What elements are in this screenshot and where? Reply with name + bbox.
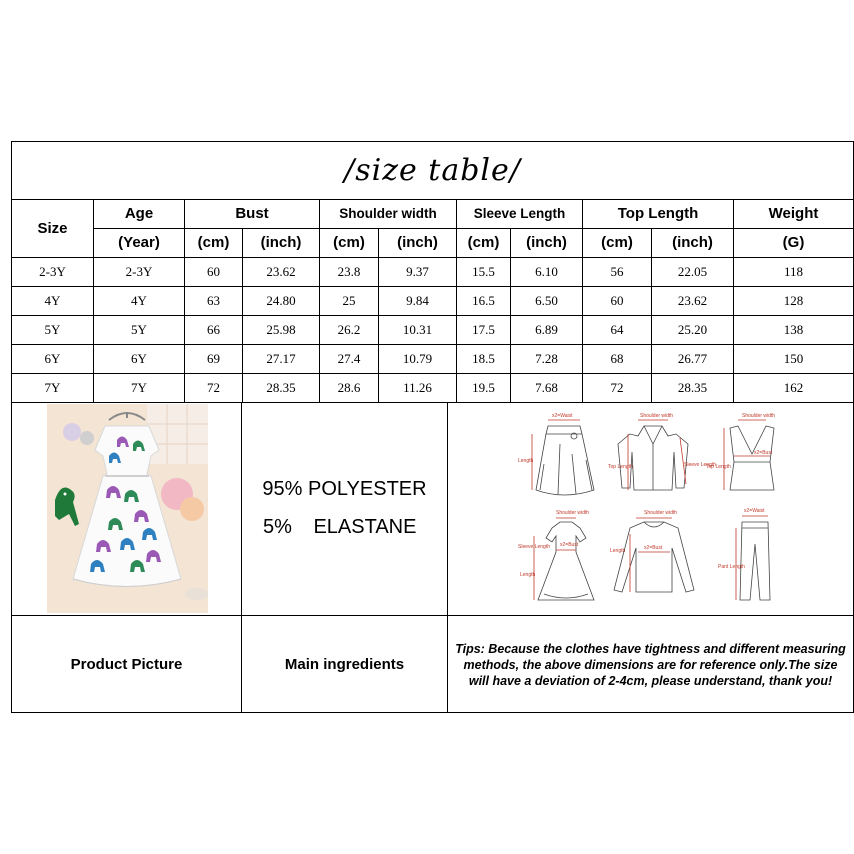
table-cell-top-inch: 26.77 (677, 350, 708, 366)
table-cell-weight: 150 (783, 350, 804, 366)
table-cell-bust-cm: 69 (207, 350, 220, 366)
label-skirt-waist: x2=Waist (552, 413, 573, 419)
size-table-title: /size table/ (344, 153, 521, 188)
table-cell-sleeve-inch: 6.50 (535, 292, 558, 308)
label-vest-top-length: Top Length (706, 464, 731, 470)
subheader-weight-g: (G) (782, 234, 805, 251)
table-cell-sleeve-inch: 7.28 (535, 350, 558, 366)
table-cell-top-inch: 28.35 (677, 379, 708, 395)
table-cell-shoulder-inch: 9.37 (406, 263, 429, 279)
header-bust: Bust (235, 205, 269, 222)
subheader-sleeve-inch: (inch) (526, 234, 567, 251)
table-cell-bust-cm: 63 (207, 292, 220, 308)
table-cell-bust-inch: 28.35 (266, 379, 296, 395)
table-cell-bust-inch: 23.62 (266, 263, 296, 279)
subheader-age-year: (Year) (118, 234, 160, 251)
ingredient-elastane-row (263, 516, 447, 542)
size-chart (11, 141, 854, 713)
label-main-ingredients: Main ingredients (284, 656, 405, 673)
subheader-sleeve-cm: (cm) (467, 234, 500, 251)
table-cell-size: 7Y (44, 379, 61, 395)
skirt-diagram (532, 420, 594, 495)
table-cell-shoulder-inch: 10.79 (402, 350, 433, 366)
subheader-top-cm: (cm) (601, 234, 633, 251)
ingredient-polyester: 95% POLYESTER (262, 477, 427, 500)
table-cell-top-cm: 64 (610, 321, 624, 337)
table-cell-top-cm: 56 (610, 263, 624, 279)
table-cell-shoulder-cm: 26.2 (337, 321, 361, 337)
table-cell-bust-inch: 25.98 (266, 321, 296, 337)
table-cell-sleeve-inch: 7.68 (535, 379, 558, 395)
table-cell-shoulder-inch: 11.26 (403, 379, 432, 395)
jacket-diagram (618, 420, 688, 490)
table-cell-age: 5Y (131, 321, 147, 337)
table-cell-weight: 128 (783, 292, 804, 308)
table-cell-age: 6Y (131, 350, 147, 366)
label-pants-waist: x2=Waist (744, 508, 765, 514)
table-cell-bust-inch: 27.17 (266, 350, 296, 366)
table-cell-size: 5Y (44, 321, 61, 337)
table-cell-top-cm: 72 (610, 379, 624, 395)
label-pants-length: Pant Length (718, 564, 745, 570)
subheader-bust-inch: (inch) (260, 234, 302, 251)
measurement-diagrams (448, 404, 853, 614)
table-cell-size: 2-3Y (39, 263, 66, 279)
table-cell-age: 2-3Y (125, 263, 153, 279)
label-sweater-shoulder: Shoulder width (644, 510, 678, 516)
product-photo (47, 404, 208, 613)
table-cell-shoulder-inch: 10.31 (402, 321, 433, 337)
table-cell-top-inch: 22.05 (677, 263, 708, 279)
table-cell-sleeve-inch: 6.89 (535, 321, 558, 337)
header-sleeve-length: Sleeve Length (473, 206, 566, 221)
header-shoulder-width: Shoulder width (339, 206, 437, 221)
ingredient-elastane-percent: 5% (263, 516, 292, 538)
label-product-picture: Product Picture (70, 656, 183, 673)
label-sweater-length: Length (610, 548, 626, 554)
table-cell-sleeve-inch: 6.10 (535, 263, 558, 279)
label-dress-length: Length (520, 572, 536, 578)
table-cell-sleeve-cm: 16.5 (472, 292, 495, 308)
table-cell-sleeve-cm: 19.5 (472, 379, 495, 395)
header-top-length: Top Length (617, 205, 699, 222)
table-cell-age: 7Y (131, 379, 147, 395)
tips-note: Tips: Because the clothes have tightness and different measuring methods, the above dimensions are for reference only.The size will have a deviation of 2-4cm, please understand, thank you! (455, 641, 846, 688)
table-cell-shoulder-cm: 27.4 (337, 350, 361, 366)
pants-diagram (736, 516, 770, 600)
sweater-diagram (614, 518, 694, 592)
subheader-shoulder-cm: (cm) (333, 234, 365, 251)
table-cell-bust-inch: 24.80 (266, 292, 296, 308)
table-cell-weight: 138 (783, 321, 804, 337)
table-cell-top-inch: 25.20 (677, 321, 708, 337)
table-cell-bust-cm: 60 (207, 263, 220, 279)
table-cell-weight: 118 (783, 263, 804, 279)
table-cell-weight: 162 (783, 379, 804, 395)
table-cell-bust-cm: 66 (207, 321, 220, 337)
label-dress-bust: x2=Bust (560, 542, 579, 548)
table-cell-age: 4Y (131, 292, 147, 308)
label-skirt-length: Length (518, 458, 534, 464)
label-vest-shoulder: Shoulder width (742, 413, 776, 419)
label-jacket-top-length: Top Length (608, 464, 633, 470)
table-cell-sleeve-cm: 15.5 (472, 263, 495, 279)
label-vest-bust: x2=Bust (754, 450, 773, 456)
table-cell-top-cm: 68 (610, 350, 624, 366)
table-cell-sleeve-cm: 18.5 (472, 350, 495, 366)
label-jacket-shoulder: Shoulder width (640, 413, 674, 419)
subheader-bust-cm: (cm) (197, 234, 230, 251)
table-cell-top-inch: 23.62 (677, 292, 708, 308)
label-dress-shoulder: Shoulder width (556, 510, 590, 516)
header-weight: Weight (768, 205, 819, 222)
table-cell-bust-cm: 72 (207, 379, 220, 395)
label-jacket-sleeve: Sleeve Length (684, 462, 716, 468)
dress-diagram (534, 518, 594, 600)
subheader-top-inch: (inch) (672, 234, 713, 251)
label-dress-sleeve: Sleeve Length (518, 544, 550, 550)
table-cell-size: 6Y (44, 350, 61, 366)
table-cell-shoulder-cm: 25 (342, 292, 356, 308)
ingredient-elastane-name: ELASTANE (313, 516, 417, 538)
header-size: Size (37, 219, 68, 237)
table-cell-shoulder-inch: 9.84 (406, 292, 429, 308)
table-cell-shoulder-cm: 23.8 (337, 263, 361, 279)
label-sweater-bust: x2=Bust (644, 545, 663, 551)
table-cell-sleeve-cm: 17.5 (472, 321, 495, 337)
subheader-shoulder-inch: (inch) (397, 234, 438, 251)
table-cell-size: 4Y (44, 292, 61, 308)
table-cell-top-cm: 60 (610, 292, 624, 308)
table-cell-shoulder-cm: 28.6 (337, 379, 361, 395)
header-age: Age (124, 205, 154, 222)
